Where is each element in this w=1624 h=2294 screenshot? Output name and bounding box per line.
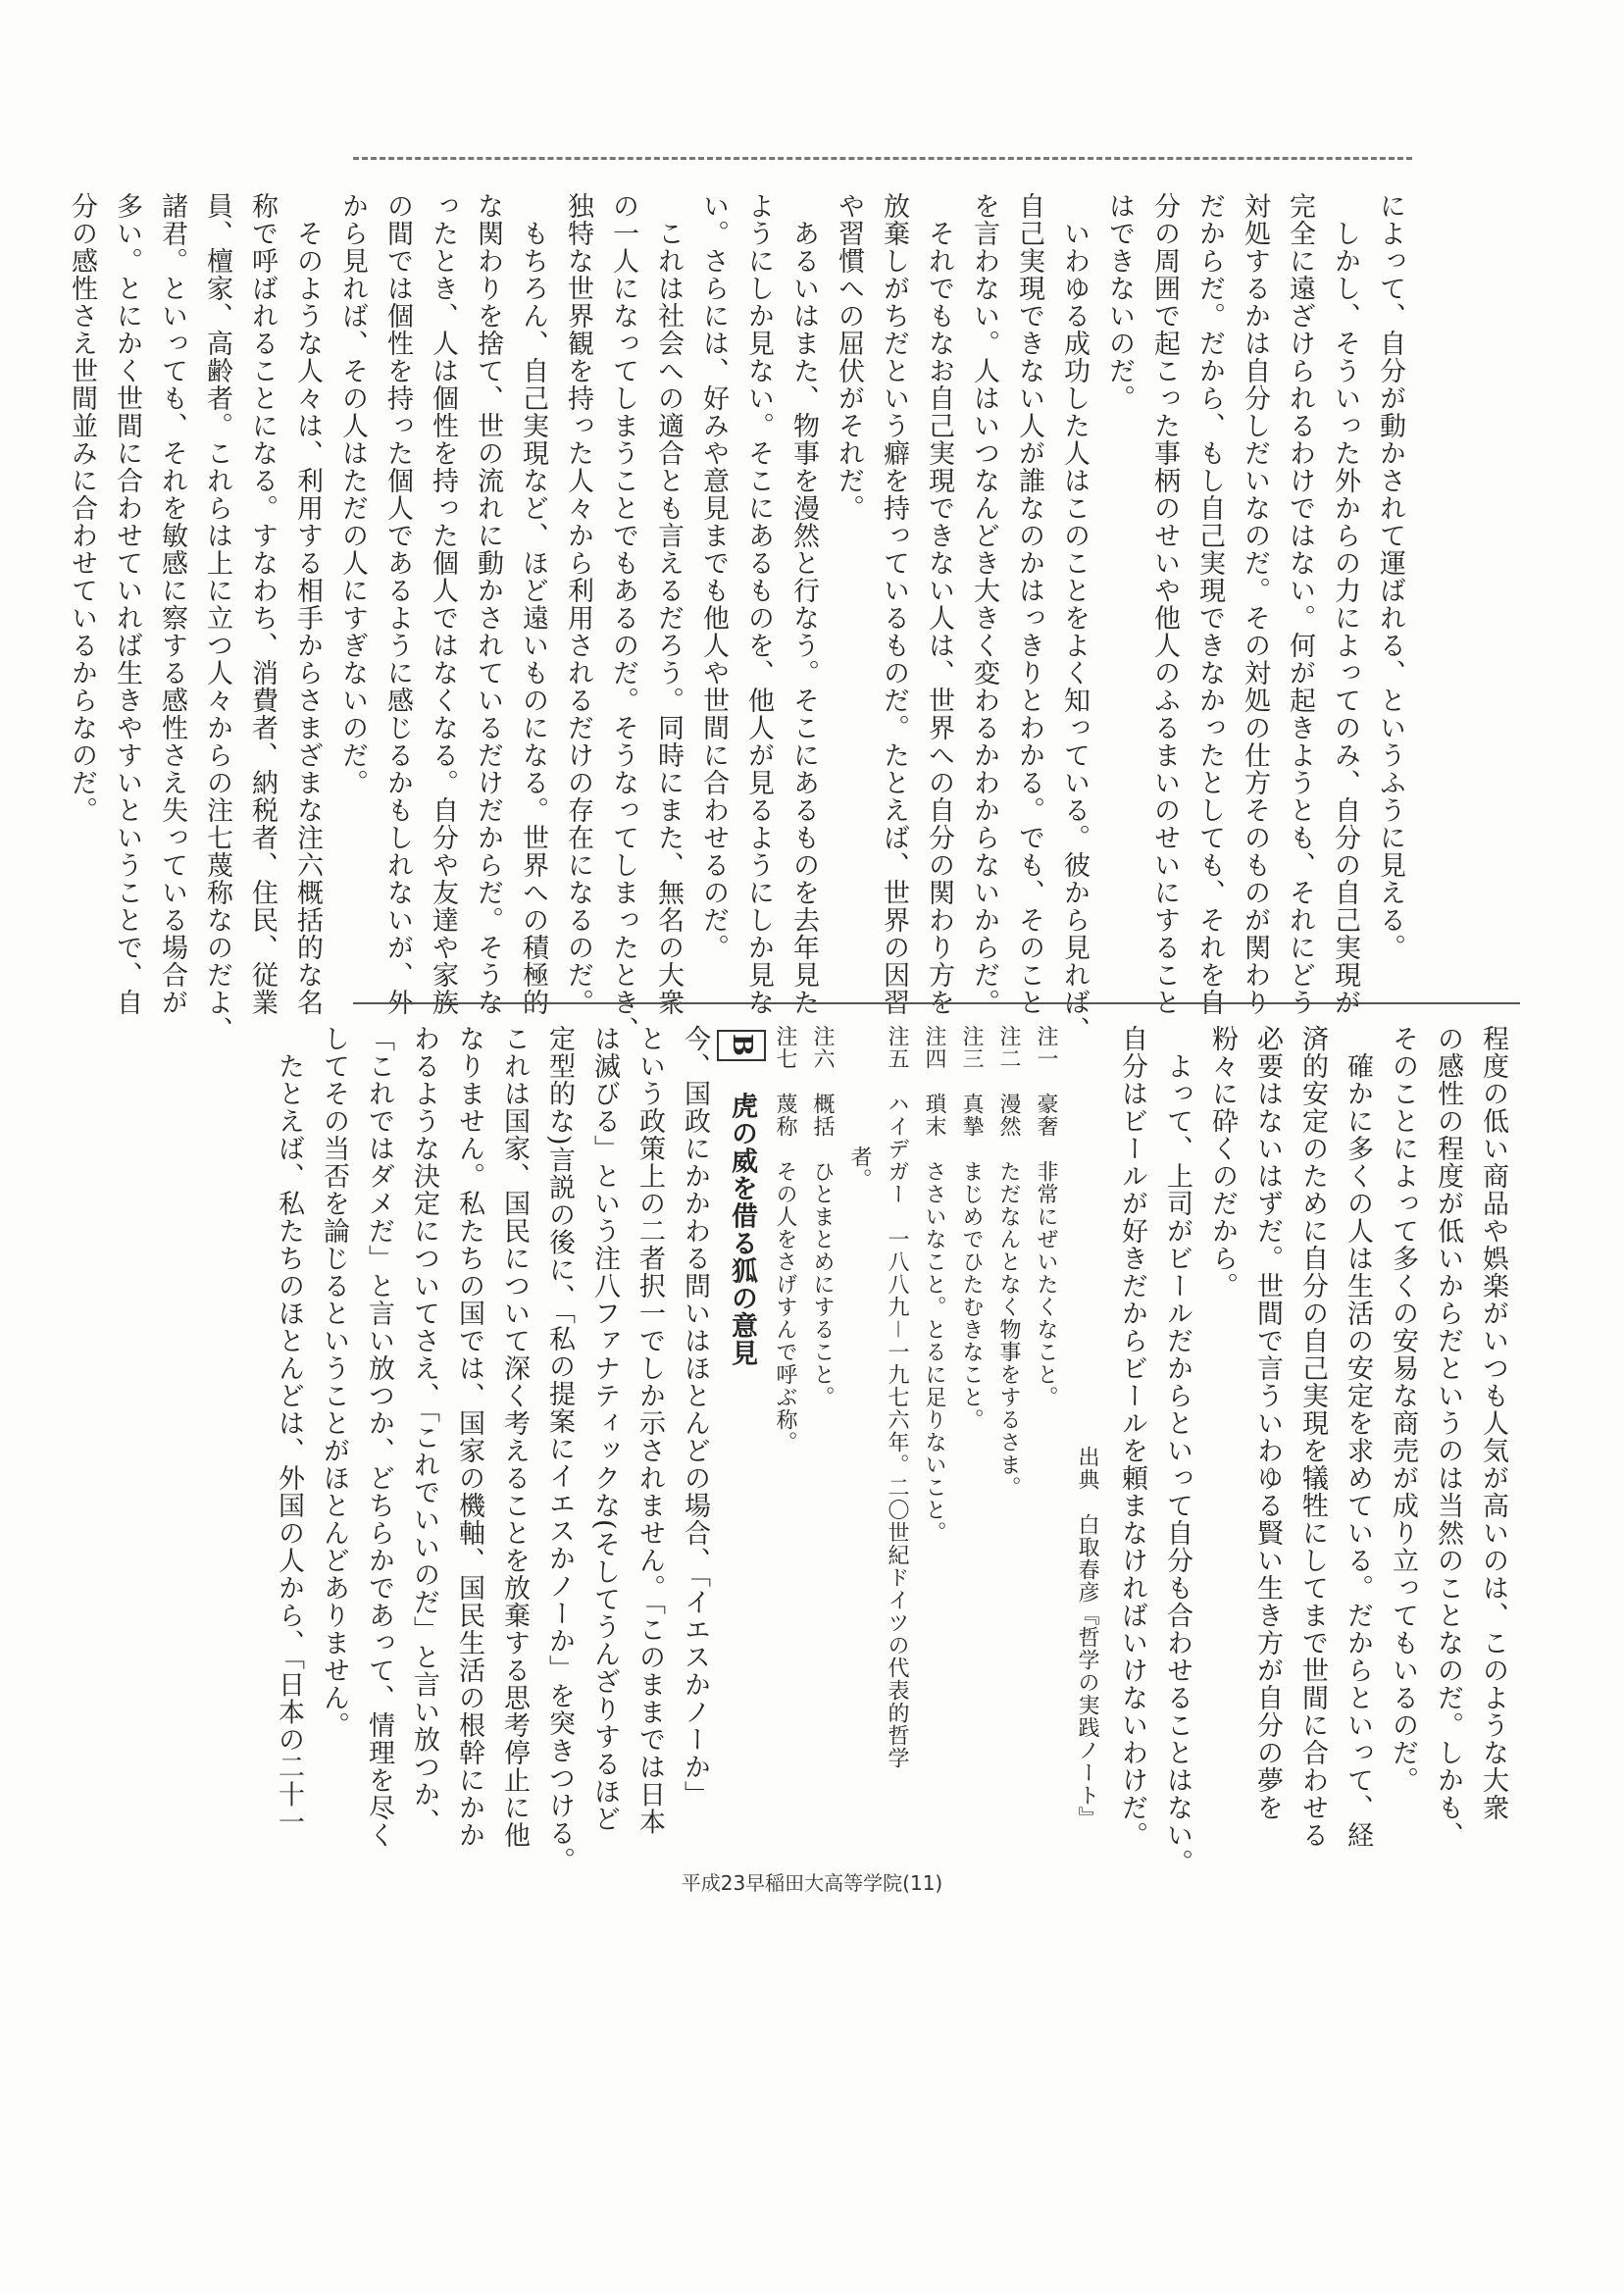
upper-line: それでもなお自己実現できない人は、世界への自分の関わり方を [924, 192, 954, 1016]
upper-line: 多い。とにかく世間に合わせていれば生きやすいということで、自 [112, 192, 142, 1016]
upper-line: そのような人々は、利用する相手からさまざまな注六概括的な名 [292, 192, 323, 1016]
upper-line: い。さらには、好みや意見までも他人や世間に合わせるのだ。 [698, 192, 729, 961]
section-b-heading [717, 1025, 766, 1829]
upper-line: ようにしか見ない。そこにあるものを、他人が見るようにしか見な [743, 192, 774, 1016]
footnote: 注七 蔑称 その人をさげすんで呼ぶ称。 [773, 1025, 797, 1453]
upper-line: 称で呼ばれることになる。すなわち、消費者、納税者、住民、従業 [247, 192, 278, 1016]
upper-line: 分の感性さえ世間並みに合わせているからなのだ。 [67, 192, 97, 824]
lower-text-column [274, 1025, 1515, 1876]
upper-line: しかし、そういった外からの力によってのみ、自分の自己実現が [1330, 192, 1360, 1016]
source-citation: 出典 白取春彦『哲学の実践ノート』 [1075, 1446, 1099, 1829]
section-b-mark: B [717, 1030, 766, 1061]
upper-line: 員、檀家、高齢者。これらは上に立つ人々からの注七蔑称なのだよ、 [202, 192, 232, 1044]
upper-line: 放棄しがちだという癖を持っているものだ。たとえば、世界の因習 [879, 192, 909, 1016]
lower-line: 自分はビールが好きだからビールを頼まなければいけないわけだ。 [1117, 1025, 1147, 1849]
upper-line: や習慣への屈伏がそれだ。 [834, 192, 864, 522]
section-b-line: という政策上の二者択一でしか示されません。「このままでは日本 [634, 1025, 665, 1836]
lower-line: 粉々に砕くのだから。 [1207, 1025, 1238, 1300]
section-b-title: 虎の威を借る狐の意見 [727, 1093, 757, 1368]
footnote: 注五 ハイデガー 一八八九－一九七六年。二〇世紀ドイツの代表的哲学 [885, 1025, 909, 1770]
footnote-continuation: 者。 [847, 1146, 872, 1192]
footnote: 注一 豪奢 非常にぜいたくなこと。 [1034, 1025, 1058, 1408]
top-dashed-rule [353, 157, 1412, 160]
upper-line: 分の周囲で起こった事柄のせいや他人のふるまいのせいにすること [1149, 192, 1180, 1016]
footnote: 注四 瑣末 ささいなこと。とるに足りないこと。 [922, 1025, 946, 1544]
lower-line: 確かに多くの人は生活の安定を求めている。だからといって、経 [1343, 1025, 1373, 1849]
footnote: 注六 概括 ひとまとめにすること。 [810, 1025, 835, 1408]
upper-line: あるいはまた、物事を漫然と行なう。そこにあるものを去年見た [788, 192, 819, 1016]
upper-line: の間では個性を持った個人であるように感じるかもしれないが、外 [382, 192, 413, 1016]
section-b-line: 「これではダメだ」と言い放つか、どちらかであって、情理を尽く [364, 1025, 394, 1849]
upper-line: 完全に遠ざけられるわけではない。何が起きようとも、それにどう [1285, 192, 1315, 1016]
upper-line: 独特な世界観を持った人々から利用されるだけの存在になるのだ。 [563, 192, 593, 1016]
page-number: 平成23早稲田大高等学院(11) [681, 1871, 943, 1895]
lower-line: 必要はないはずだ。世間で言ういわゆる賢い生き方が自分の夢を [1252, 1025, 1283, 1821]
section-b-line: 今、国政にかかわる問いはほとんどの場合、「イエスかノーか」 [680, 1025, 710, 1809]
section-b-line: は滅びる」という注八ファナティックな(そしてうんざりするほど [589, 1025, 620, 1833]
section-b-line: 定型的な)言説の後に、「私の提案にイエスかノーか」を突きつける。 [544, 1025, 575, 1875]
section-b-line: これは国家、国民について深く考えることを放棄する思考停止に他 [499, 1025, 530, 1849]
section-b-line: なりません。私たちの国では、国家の機軸、国民生活の根幹にかか [454, 1025, 484, 1849]
upper-line: いわゆる成功した人はこのことをよく知っている。彼から見れば、 [1059, 192, 1090, 1044]
lower-line: 程度の低い商品や娯楽がいつも人気が高いのは、このような大衆 [1478, 1025, 1508, 1821]
footnote: 注二 漫然 ただなんとなく物事をするさま。 [996, 1025, 1021, 1499]
lower-line: の感性の程度が低いからだというのは当然のことなのだ。しかも、 [1433, 1025, 1463, 1849]
upper-line: の一人になってしまうことでもあるのだ。そうなってしまったとき、 [608, 192, 638, 1044]
lower-line: よって、上司がビールだからといって自分も合わせることはない。 [1162, 1025, 1193, 1876]
upper-line: はできないのだ。 [1104, 192, 1135, 412]
upper-line: を言わない。人はいつなんどき大きく変わるかわからないからだ。 [969, 192, 999, 1016]
upper-line: これは社会への適合とも言えるだろう。同時にまた、無名の大衆 [653, 192, 684, 1016]
upper-line: 対処するかは自分しだいなのだ。その対処の仕方そのものが関わり [1240, 192, 1270, 1016]
upper-line: だからだ。だから、もし自己実現できなかったとしても、それを自 [1194, 192, 1225, 1016]
upper-line: から見れば、その人はただの人にすぎないのだ。 [337, 192, 368, 796]
footnote: 注三 真摯 まじめでひたむきなこと。 [959, 1025, 984, 1431]
upper-line: ったとき、人は個性を持った個人ではなくなる。自分や友達や家族 [428, 192, 458, 1016]
upper-line: な関わりを捨て、世の流れに動かされているだけだからだ。そうな [473, 192, 503, 1016]
lower-line: 済的安定のために自分の自己実現を犠牲にしてまで世間に合わせる [1297, 1025, 1328, 1849]
middle-rule [353, 1002, 1520, 1004]
section-b-line: わるような決定についてさえ、「これでいいのだ」と言い放つか、 [409, 1025, 439, 1836]
upper-line: によって、自分が動かされて運ばれる、というふうに見える。 [1375, 192, 1405, 961]
upper-line: 自己実現できない人が誰なのかはっきりとわかる。でも、そのこと [1014, 192, 1044, 1016]
section-b-line: たとえば、私たちのほとんどは、外国の人から、「日本の二十一 [274, 1025, 304, 1836]
lower-line: そのことによって多くの安易な商売が成り立ってもいるのだ。 [1388, 1025, 1418, 1794]
upper-line: 諸君。といっても、それを敏感に察する感性さえ失っている場合が [157, 192, 187, 1016]
upper-text-column [67, 192, 1412, 1044]
upper-line: もちろん、自己実現など、ほど遠いものになる。世界への積極的 [518, 192, 548, 1016]
section-b-line: してその当否を論じるということがほとんどありません。 [319, 1025, 349, 1739]
